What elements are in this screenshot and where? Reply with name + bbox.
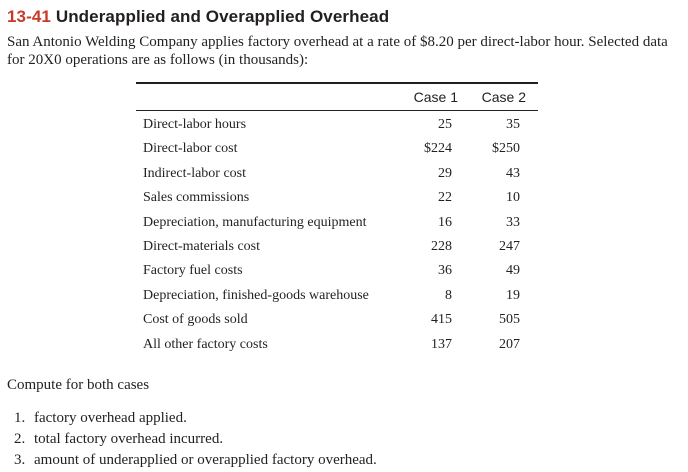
- row-label: Direct-labor hours: [143, 117, 247, 132]
- table-row: [136, 211, 538, 235]
- case-1-value: 415: [431, 312, 452, 328]
- row-label: Depreciation, manufacturing equipment: [143, 214, 367, 230]
- case-1-value: 8: [445, 287, 452, 303]
- case-2-value: 247: [499, 238, 520, 254]
- case-2-value: 33: [506, 214, 520, 230]
- table-row: [136, 308, 538, 332]
- case-2-value: $250: [492, 141, 520, 157]
- row-label: Factory fuel costs: [143, 263, 243, 279]
- list-item: [14, 450, 377, 471]
- case-2-value: 207: [499, 336, 520, 352]
- task-list: [14, 408, 377, 471]
- problem-heading: [7, 7, 389, 27]
- row-label: All other factory costs: [143, 336, 268, 352]
- case-2-value: 49: [506, 263, 520, 279]
- task-text: total factory overhead incurred.: [34, 431, 224, 447]
- case-1-value: $224: [424, 141, 452, 157]
- list-item: [14, 429, 377, 450]
- column-header-case-2: Case 2: [481, 89, 526, 105]
- case-1-value: 25: [438, 117, 452, 132]
- table-row: [136, 186, 538, 210]
- case-1-value: 22: [438, 190, 452, 206]
- table-row: [136, 284, 538, 308]
- case-2-value: 43: [506, 165, 520, 181]
- task-number: 2.: [14, 431, 26, 447]
- task-number: 1.: [14, 410, 26, 426]
- case-1-value: 29: [438, 165, 452, 181]
- case-1-value: 137: [431, 336, 452, 352]
- case-1-value: 228: [431, 238, 452, 254]
- table-top-rule: [136, 82, 538, 84]
- row-label: Cost of goods sold: [143, 312, 248, 328]
- table-row: [136, 333, 538, 357]
- task-text: factory overhead applied.: [34, 410, 187, 426]
- table-body: [136, 113, 538, 357]
- case-2-value: 35: [506, 117, 520, 132]
- task-number: 3.: [14, 452, 26, 468]
- case-1-value: 16: [438, 214, 452, 230]
- row-label: Sales commissions: [143, 190, 250, 206]
- table-row: [136, 162, 538, 186]
- column-header-case-1: Case 1: [413, 89, 458, 105]
- case-2-value: 505: [499, 312, 520, 328]
- row-label: Indirect-labor cost: [143, 165, 247, 181]
- problem-number: 13-41: [7, 7, 51, 26]
- row-label: Direct-materials cost: [143, 238, 261, 254]
- row-label: Depreciation, finished-goods warehouse: [143, 287, 369, 303]
- problem-title: Underapplied and Overapplied Overhead: [55, 7, 390, 26]
- table-row: [136, 137, 538, 161]
- instructions-lead: Compute for both cases: [7, 377, 150, 393]
- case-2-value: 19: [506, 287, 520, 303]
- problem-intro: San Antonio Welding Company applies factory overhead at a rate of $8.20 per direct-labor hour. Selected data for 20X0 operations are as follows (in thousands):: [7, 34, 668, 68]
- table-row: [136, 259, 538, 283]
- list-item: [14, 408, 377, 429]
- case-1-value: 36: [438, 263, 452, 279]
- row-label: Direct-labor cost: [143, 141, 238, 157]
- task-text: amount of underapplied or overapplied factory overhead.: [34, 452, 377, 468]
- table-header-rule: [136, 110, 538, 111]
- table-row: [136, 235, 538, 259]
- case-2-value: 10: [506, 190, 520, 206]
- table-row: [136, 113, 538, 137]
